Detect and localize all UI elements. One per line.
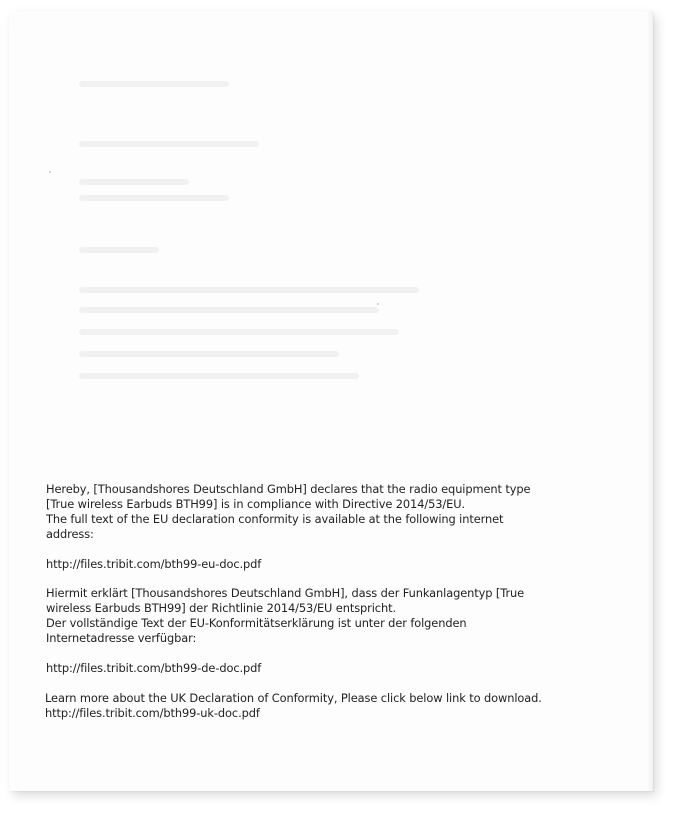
show-through-mark bbox=[79, 307, 379, 313]
declaration-uk bbox=[45, 691, 542, 721]
declaration-en bbox=[46, 482, 530, 572]
declaration-de bbox=[46, 586, 524, 676]
declaration-de-line-1: Hiermit erklärt [Thousandshores Deutschland GmbH], dass der Funkanlagentyp [True bbox=[46, 586, 525, 600]
declaration-de-line-2: wireless Earbuds BTH99] der Richtlinie 2014/53/EU entspricht. bbox=[46, 601, 396, 615]
declaration-en-link: http://files.tribit.com/bth99-eu-doc.pdf bbox=[46, 557, 262, 571]
declaration-de-line-3: Der vollständige Text der EU-Konformitätserklärung ist unter der folgenden bbox=[46, 616, 467, 630]
paper-sheet bbox=[9, 11, 653, 791]
show-through-mark bbox=[79, 351, 339, 357]
declaration-en-line-4: address: bbox=[46, 527, 94, 541]
show-through-mark bbox=[79, 247, 159, 253]
paper-speck bbox=[377, 303, 379, 305]
declaration-en-line-2: [True wireless Earbuds BTH99] is in compliance with Directive 2014/53/EU. bbox=[46, 497, 465, 511]
show-through-mark bbox=[79, 287, 419, 293]
paper-edge-shadow bbox=[647, 11, 653, 791]
show-through-mark bbox=[79, 329, 399, 335]
show-through-mark bbox=[79, 373, 359, 379]
declaration-en-line-1: Hereby, [Thousandshores Deutschland GmbH] declares that the radio equipment type bbox=[46, 482, 531, 496]
declaration-en-line-3: The full text of the EU declaration conformity is available at the following internet bbox=[46, 512, 504, 526]
show-through-mark bbox=[79, 141, 259, 147]
declaration-uk-link: http://files.tribit.com/bth99-uk-doc.pdf bbox=[45, 706, 260, 720]
show-through-mark bbox=[79, 195, 229, 201]
show-through-mark bbox=[79, 179, 189, 185]
declaration-de-link: http://files.tribit.com/bth99-de-doc.pdf bbox=[46, 661, 262, 675]
declaration-de-line-4: Internetadresse verfügbar: bbox=[46, 631, 197, 645]
declaration-uk-line-1: Learn more about the UK Declaration of Conformity, Please click below link to download. bbox=[45, 691, 542, 705]
show-through-mark bbox=[79, 81, 229, 87]
paper-speck bbox=[49, 171, 51, 173]
